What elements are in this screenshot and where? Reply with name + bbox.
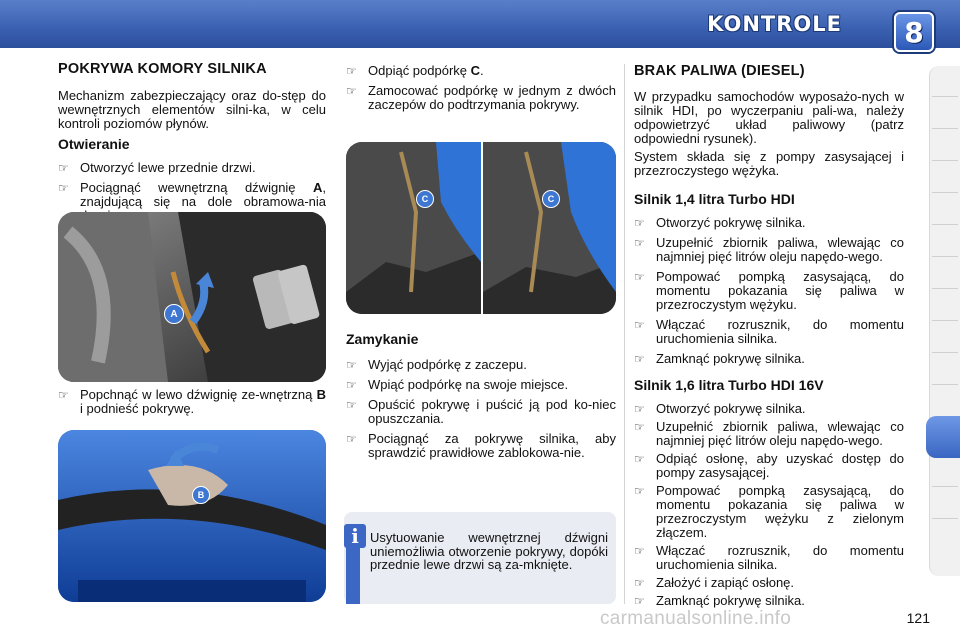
watermark: carmanualsonline.info <box>600 608 792 629</box>
hand-pointer-icon: ☞ <box>634 576 645 590</box>
list-item: ☞ Wyjąć podpórkę z zaczepu. <box>346 357 527 372</box>
list-item: ☞ Opuścić pokrywę i puścić ją pod ko-niec opuszczania. <box>346 397 616 426</box>
list-item: ☞ Pociągnąć wewnętrzną dźwignię A, znajdującą się na dole obramowa-nia <box>58 180 326 209</box>
hand-pointer-icon: ☞ <box>346 398 357 412</box>
list-item: ☞ Pompować pompką zasysającą, do momentu pokazania się paliwa w przezroczystym wężyku. <box>634 269 904 312</box>
list-item: ☞ Otworzyć pokrywę silnika. <box>634 215 806 230</box>
list-item: ☞ Uzupełnić zbiornik paliwa, wlewając co najmniej pięć litrów oleju napędo-wego. <box>634 235 904 264</box>
hand-pointer-icon: ☞ <box>634 544 645 558</box>
photo-prop-rod <box>346 142 616 314</box>
active-chapter-tab <box>926 416 960 458</box>
list-item: ☞ Założyć i zapiąć osłonę. <box>634 575 795 590</box>
label-c-marker-left: C <box>416 190 434 208</box>
hand-pointer-icon: ☞ <box>634 402 645 416</box>
hand-pointer-icon: ☞ <box>58 388 69 402</box>
list-item: ☞ Uzupełnić zbiornik paliwa, wlewając co najmniej pięć litrów oleju napędo-wego. <box>634 419 904 448</box>
intro-text: W przypadku samochodów wyposażo-nych w silnik HDI, po wyczerpaniu pali-wa, należy odpowietrzyć układ paliwowy (patrz odpowiedni rysunek). <box>634 89 904 146</box>
hand-pointer-icon: ☞ <box>58 181 69 195</box>
column-divider <box>624 64 625 604</box>
hand-pointer-icon: ☞ <box>346 64 357 78</box>
right-column <box>634 64 904 612</box>
chapter-title: KONTROLE <box>707 12 842 36</box>
intro-text: Mechanizm zabezpieczający oraz do-stęp do wewnętrznych elementów silni-ka, w celu kontroli poziomów płynów. <box>58 88 326 131</box>
hand-pointer-icon: ☞ <box>634 236 645 250</box>
list-item: ☞ Pompować pompką zasysającą, do momentu pokazania się paliwa w przezroczystym wężyku z zielonym złączem. <box>634 483 904 540</box>
label-c-marker-right: C <box>542 190 560 208</box>
list-item: ☞ Odpiąć podpórkę C. <box>346 63 484 78</box>
subsection-title: Silnik 1,6 litra Turbo HDI 16V <box>634 377 824 393</box>
subsection-title: Otwieranie <box>58 136 130 152</box>
section-title: POKRYWA KOMORY SILNIKA <box>58 61 267 77</box>
left-column <box>58 62 326 229</box>
list-item: ☞ Odpiąć osłonę, aby uzyskać dostęp do pompy zasysającej. <box>634 451 904 480</box>
info-text: Usytuowanie wewnętrznej dźwigni uniemożliwia otworzenie pokrywy, dopóki przednie lewe drzwi są za-mknięte. <box>370 530 608 572</box>
hand-pointer-icon: ☞ <box>634 216 645 230</box>
label-a-marker: A <box>164 304 184 324</box>
subsection-title: Silnik 1,4 litra Turbo HDI <box>634 191 795 207</box>
photo-inner-lever <box>58 212 326 382</box>
list-item: ☞ Włączać rozrusznik, do momentu uruchomienia silnika. <box>634 543 904 572</box>
chapter-tabs <box>929 66 960 576</box>
page-number: 121 <box>906 610 930 626</box>
subsection-title: Zamykanie <box>346 331 419 347</box>
middle-column <box>346 64 616 118</box>
hand-pointer-icon: ☞ <box>634 452 645 466</box>
hand-pointer-icon: ☞ <box>346 84 357 98</box>
hand-pointer-icon: ☞ <box>634 270 645 284</box>
hand-pointer-icon: ☞ <box>634 484 645 498</box>
middle-column-lower <box>346 332 616 466</box>
list-item: ☞ Wpiąć podpórkę na swoje miejsce. <box>346 377 569 392</box>
chapter-number-badge: 8 <box>894 12 934 52</box>
list-item: ☞ Zamocować podpórkę w jednym z dwóch zaczepów do podtrzymania pokrywy. <box>346 83 616 112</box>
hand-pointer-icon: ☞ <box>634 318 645 332</box>
list-item: ☞ Pociągnąć za pokrywę silnika, aby sprawdzić prawidłowe zablokowa-nie. <box>346 431 616 460</box>
hand-pointer-icon: ☞ <box>346 378 357 392</box>
hand-pointer-icon: ☞ <box>634 420 645 434</box>
list-item: ☞ Zamknąć pokrywę silnika. <box>634 593 805 608</box>
list-item: ☞ Popchnąć w lewo dźwignię ze-wnętrzną B i podnieść pokrywę. <box>58 387 326 416</box>
intro-text-2: System składa się z pompy zasysającej i przezroczystego wężyka. <box>634 149 904 178</box>
section-title: BRAK PALIWA (DIESEL) <box>634 63 805 79</box>
list-item: ☞ Otworzyć lewe przednie drzwi. <box>58 160 256 175</box>
hand-pointer-icon: ☞ <box>634 352 645 366</box>
left-column-lower <box>58 388 326 422</box>
hand-pointer-icon: ☞ <box>346 432 357 446</box>
list-item: ☞ Włączać rozrusznik, do momentu uruchomienia silnika. <box>634 317 904 346</box>
hand-pointer-icon: ☞ <box>346 358 357 372</box>
hand-pointer-icon: ☞ <box>634 594 645 608</box>
list-item: ☞ Otworzyć pokrywę silnika. <box>634 401 806 416</box>
hand-pointer-icon: ☞ <box>58 161 69 175</box>
label-b-marker: B <box>192 486 210 504</box>
photo-outer-lever <box>58 430 326 602</box>
info-icon: i <box>344 524 366 548</box>
list-item: ☞ Zamknąć pokrywę silnika. <box>634 351 805 366</box>
